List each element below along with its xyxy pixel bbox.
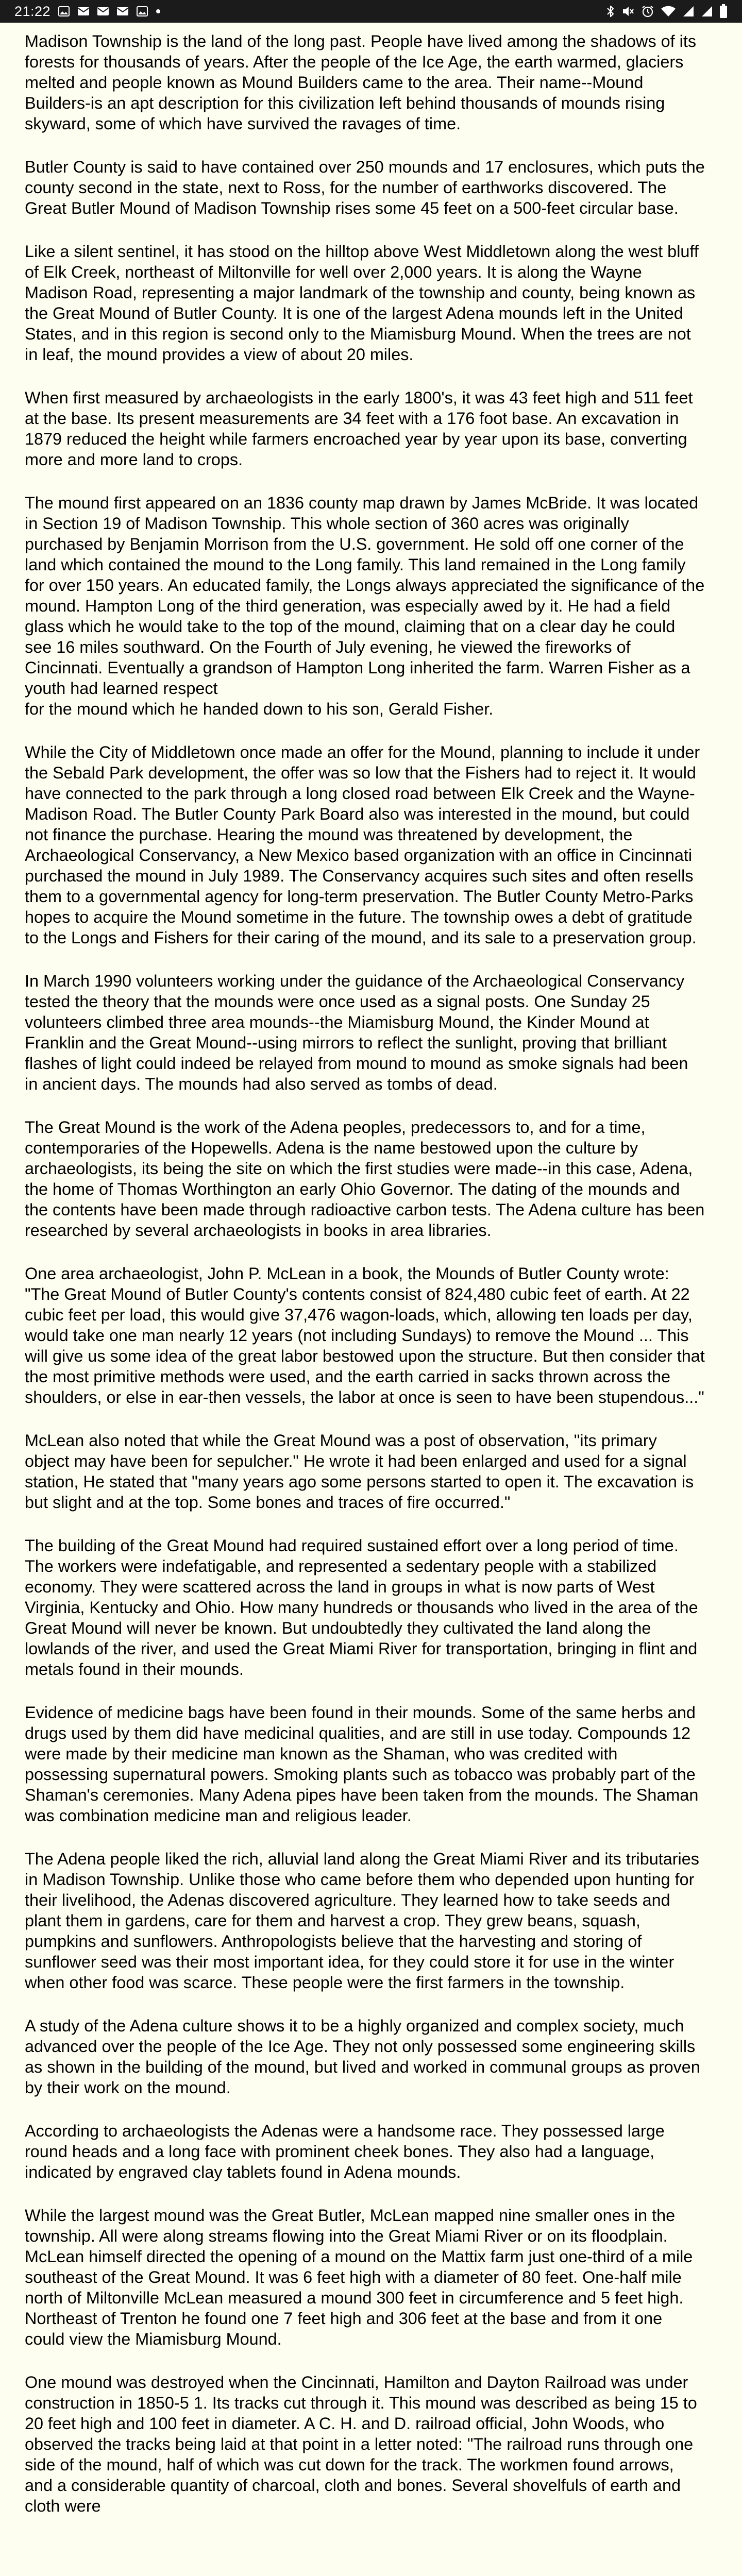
article-paragraph: McLean also noted that while the Great Mound was a post of observation, "its primary object may have been for sepulcher." He wrote it had been enlarged and used for a signal station, He stated that "many years ago some persons started to open it. The excavation is but slight and at the top. Some bones and traces of fire occurred." <box>25 1431 694 1512</box>
notification-dot-icon <box>156 4 161 19</box>
article-paragraph: While the City of Middletown once made an offer for the Mound, planning to include it under the Sebald Park development, the offer was so low that the Fishers had to reject it. It would have connected to the park through a long closed road between Elk Creek and the Wayne-Madison Road. The Butler County Park Board also was interested in the mound, but could not finance the purchase. Hearing the mound was threatened by development, the Archaeological Conservancy, a New Mexico based organization with an office in Cincinnati purchased the mound in July 1989. The Conservancy acquires such sites and often resells them to a governmental agency for long-term preservation. The Butler County Metro-Parks hopes to acquire the Mound sometime in the future. The township owes a debt of gratitude to the Longs and Fishers for their caring of the mound, and its sale to a preservation group. <box>25 743 700 947</box>
status-time: 21:22 <box>14 3 51 19</box>
article-paragraph: Evidence of medicine bags have been found in their mounds. Some of the same herbs and drugs used by them did have medicinal qualities, and are still in use today. Compounds 12 were made by their medicine man known as the Shaman, who was credited with possessing supernatural powers. Smoking plants such as tobacco was probably part of the Shaman's ceremonies. Many Adena pipes have been taken from the mounds. The Shaman was combination medicine man and religious leader. <box>25 1703 699 1825</box>
article-paragraph: The mound first appeared on an 1836 county map drawn by James McBride. It was located in Section 19 of Madison Township. This whole section of 360 acres was originally purchased by Benjamin Morrison from the U.S. government. He sold off one corner of the land which contained the mound to the Long family. This land remained in the Long family for over 150 years. An educated family, the Longs always appreciated the significance of the mound. Hampton Long of the third generation, was especially awed by it. He had a field glass which he would take to the top of the mound, claiming that on a clear day he could see 16 miles southward. On the Fourth of July evening, he viewed the fireworks of Cincinnati. Eventually a grandson of Hampton Long inherited the farm. Warren Fisher as a youth had learned respect for the mound which he handed down to his son, Gerald Fisher. <box>25 494 705 718</box>
status-bar <box>0 0 742 23</box>
article-paragraph: While the largest mound was the Great Butler, McLean mapped nine smaller ones in the township. All were along streams flowing into the Great Miami River or on its floodplain. McLean himself directed the opening of a mound on the Mattix farm just one-third of a mile southeast of the Great Mound. It was 6 feet high with a diameter of 80 feet. One-half mile north of Miltonville McLean measured a mound 300 feet in circumference and 5 feet high. Northeast of Trenton he found one 7 feet high and 306 feet at the base and from it one could view the Miamisburg Mound. <box>25 2206 693 2348</box>
article-paragraph: According to archaeologists the Adenas were a handsome race. They possessed large round heads and a long face with prominent cheek bones. They also had a language, indicated by engraved clay tablets found in Adena mounds. <box>25 2122 665 2181</box>
signal-icon <box>682 4 695 19</box>
image-icon <box>58 4 70 19</box>
article-paragraph: Madison Township is the land of the long past. People have lived among the shadows of its forests for thousands of years. After the people of the Ice Age, the earth warmed, glaciers melted and people known as Mound Builders came to the area. Their name--Mound Builders-is an apt description for this civilization left behind thousands of mounds rising skyward, some of which have survived the ravages of time. <box>25 32 697 133</box>
battery-icon <box>719 4 728 19</box>
article-paragraph: A study of the Adena culture shows it to be a highly organized and complex society, much advanced over the people of the Ice Age. They not only possessed some engineering skills as shown in the building of the mound, but lived and worked in communal groups as proven by their work on the mound. <box>25 2016 700 2097</box>
mail-icon <box>97 4 109 19</box>
mail-icon <box>116 4 129 19</box>
mute-icon <box>621 4 635 19</box>
article-paragraph: One area archaeologist, John P. McLean in a book, the Mounds of Butler County wrote: "The Great Mound of Butler County's contents consist of 824,480 cubic feet of earth. At 22 cubic feet per load, this would give 37,476 wagon-loads, which, allowing ten loads per day, would take one man nearly 12 years (not including Sundays) to remove the Mound ... This will give us some idea of the great labor bestowed upon the structure. But then consider that the most primitive methods were used, and the earth carried in sacks thrown across the shoulders, or else in ear-then vessels, the labor at once is seen to have been stupendous..." <box>25 1264 705 1406</box>
article-paragraph: The building of the Great Mound had required sustained effort over a long period of time. The workers were indefatigable, and represented a sedentary people with a stabilized economy. They were scattered across the land in groups in what is now parts of West Virginia, Kentucky and Ohio. How many hundreds or thousands who lived in the area of the Great Mound will never be known. But undoubtedly they cultivated the land along the lowlands of the river, and used the Great Miami River for transportation, bringing in flint and metals found in their mounds. <box>25 1536 698 1679</box>
article-body <box>25 31 705 2539</box>
article-paragraph: In March 1990 volunteers working under the guidance of the Archaeological Conservancy tested the theory that the mounds were once used as a signal posts. One Sunday 25 volunteers climbed three area mounds--the Miamisburg Mound, the Kinder Mound at Franklin and the Great Mound--using mirrors to reflect the sunlight, proving that brilliant flashes of light could indeed be relayed from mound to mound as smoke signals had been in ancient days. The mounds had also served as tombs of dead. <box>25 972 688 1093</box>
status-bar-right <box>606 4 728 19</box>
wifi-icon <box>661 4 676 19</box>
article-paragraph: Like a silent sentinel, it has stood on the hilltop above West Middletown along the west bluff of Elk Creek, northeast of Miltonville for well over 2,000 years. It is along the Wayne Madison Road, representing a major landmark of the township and county, being known as the Great Mound of Butler County. It is one of the largest Adena mounds left in the United States, and in this region is second only to the Miamisburg Mound. When the trees are not in leaf, the mound provides a view of about 20 miles. <box>25 242 699 364</box>
status-bar-left <box>14 4 161 20</box>
mail-icon <box>77 4 90 19</box>
article-paragraph: One mound was destroyed when the Cincinnati, Hamilton and Dayton Railroad was under construction in 1850-5 1. Its tracks cut through it. This mound was described as being 15 to 20 feet high and 100 feet in diameter. A C. H. and D. railroad official, John Woods, who observed the tracks being laid at that point in a letter noted: "The railroad runs through one side of the mound, half of which was cut down for the track. The workmen found arrows, and a considerable quantity of charcoal, cloth and bones. Several shovelfuls of earth and cloth were <box>25 2373 697 2515</box>
alarm-icon <box>641 4 654 19</box>
article-paragraph: The Great Mound is the work of the Adena peoples, predecessors to, and for a time, contemporaries of the Hopewells. Adena is the name bestowed upon the culture by archaeologists, its being the site on which the first studies were made--in this case, Adena, the home of Thomas Worthington an early Ohio Governor. The dating of the mounds and the contents have been made through radioactive carbon tests. The Adena culture has been researched by several archaeologists in books in area libraries. <box>25 1118 705 1240</box>
article-paragraph: Butler County is said to have contained over 250 mounds and 17 enclosures, which puts the county second in the state, next to Ross, for the number of earthworks discovered. The Great Butler Mound of Madison Township rises some 45 feet on a 500-feet circular base. <box>25 158 705 217</box>
signal-icon <box>701 4 713 19</box>
article-paragraph: When first measured by archaeologists in the early 1800's, it was 43 feet high and 511 feet at the base. Its present measurements are 34 feet with a 176 foot base. An excavation in 1879 reduced the height while farmers encroached year by year upon its base, converting more and more land to crops. <box>25 388 693 469</box>
image-icon <box>136 4 148 19</box>
article-paragraph: The Adena people liked the rich, alluvial land along the Great Miami River and its tributaries in Madison Township. Unlike those who came before them who depended upon hunting for their livelihood, the Adenas discovered agriculture. They learned how to take seeds and plant them in gardens, care for them and harvest a crop. They grew beans, squash, pumpkins and sunflowers. Anthropologists believe that the harvesting and storing of sunflower seed was their most important idea, for they could store it for use in the winter when other food was scarce. These people were the first farmers in the township. <box>25 1850 699 1992</box>
bluetooth-icon <box>606 4 615 19</box>
